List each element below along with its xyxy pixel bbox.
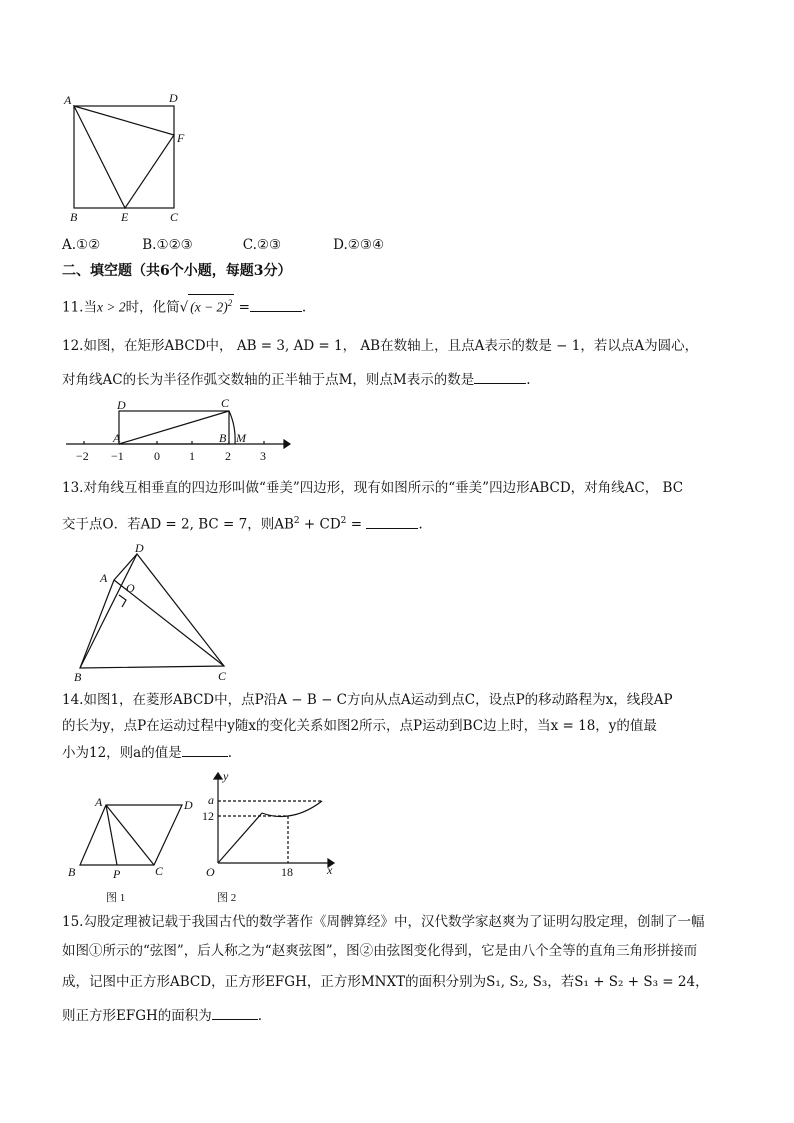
tick-label-3: 3 (260, 449, 266, 463)
q13-answer-blank[interactable] (366, 514, 418, 529)
q13-sq: 2 (293, 516, 300, 526)
q13-figure (62, 540, 242, 685)
q14-figure2 (200, 770, 340, 907)
tick-label-1: 1 (189, 449, 195, 463)
label-C: C (221, 396, 230, 410)
arc-cm (229, 411, 235, 444)
axis-arrow-icon (284, 440, 290, 448)
question-11 (62, 294, 306, 318)
label-D: D (169, 91, 178, 105)
rhombus-abcd (80, 805, 182, 865)
choice-d[interactable]: D.②③④ (333, 237, 385, 253)
section-2-heading: 二、填空题（共6个小题，每题3分） (62, 263, 292, 279)
tick-label-neg2: −2 (76, 449, 89, 463)
label-A: A (113, 431, 121, 445)
tick-label-0: 0 (154, 449, 160, 463)
q13-line2-row (62, 511, 423, 535)
q12-line2-row (62, 369, 531, 390)
q14-line2: 的长为y，点P在运动过程中y随x的变化关系如图2所示，点P运动到BC边上时，当x = 18，y的值最 (62, 718, 657, 734)
q13-sq2: 2 (340, 516, 347, 526)
segment-ap (106, 805, 117, 865)
tick-label-2: 2 (225, 449, 231, 463)
q15-line2: 如图①所示的“弦图”，后人称之为“赵爽弦图”，图②由弦图变化得到，它是由八个全等的直角三角形拼接而 (62, 943, 698, 959)
q11-condition: x > 2 (96, 299, 126, 315)
q12-end: . (526, 372, 531, 388)
q15-end: . (257, 1008, 263, 1024)
q11-mid: 时，化简 (125, 299, 180, 316)
axis-label-x: x (327, 863, 333, 877)
q14-line1: 14.如图1，在菱形ABCD中，点P沿A − B − C方向从点A运动到点C，设点P的移动路程为x，线段AP (62, 692, 673, 708)
label-D: D (135, 541, 144, 555)
label-O: O (206, 865, 215, 879)
label-B: B (74, 670, 82, 684)
label-E: E (121, 210, 129, 224)
label-M: M (236, 431, 246, 445)
q11-radicand: (x − 2) (190, 299, 228, 315)
q15-line4: 则正方形EFGH的面积为 (62, 1008, 212, 1024)
q15-line4-row (62, 1005, 262, 1026)
q13-eq: = (346, 516, 367, 533)
diagonal-bd (80, 554, 137, 668)
label-B: B (68, 865, 76, 879)
label-C: C (170, 210, 179, 224)
q12-line2: 对角线AC的长为半径作弧交数轴的正半轴于点M，则点M表示的数是 (62, 372, 475, 388)
choice-b[interactable]: B.①②③ (142, 237, 193, 253)
q14-line3-row (62, 742, 232, 763)
q11-prefix: 11.当 (62, 299, 97, 316)
q12-answer-blank[interactable] (474, 369, 526, 384)
q14-line3: 小为12，则a的值是 (62, 745, 182, 761)
label-A: A (100, 571, 108, 585)
q13-line2-a: 交于点O．若AD = 2, BC = 7，则AB (62, 516, 294, 533)
q11-eq: = (238, 299, 250, 316)
label-B: B (70, 210, 78, 224)
segment-ac (106, 805, 154, 865)
q15-line1: 15.勾股定理被记载于我国古代的数学著作《周髀算经》中，汉代数学家赵爽为了证明勾股定理，创制了一幅 (62, 914, 705, 930)
q11-exponent: 2 (227, 298, 233, 308)
label-O: O (126, 581, 135, 595)
label-C: C (155, 864, 164, 878)
choice-c[interactable]: C.②③ (242, 237, 282, 253)
right-angle-mark (119, 595, 126, 607)
tick-label-neg1: −1 (111, 449, 124, 463)
label-12: 12 (202, 809, 214, 823)
label-A: A (64, 93, 72, 107)
label-F: F (177, 131, 185, 145)
graph-curve-min (262, 801, 322, 817)
label-A: A (95, 795, 103, 809)
label-D: D (184, 798, 193, 812)
q10-choices (62, 235, 426, 255)
q15-answer-blank[interactable] (212, 1005, 258, 1020)
q12-line1: 12.如图，在矩形ABCD中， AB = 3, AD = 1， AB在数轴上，且点A表示的数是 − 1，若以点A为圆心， (62, 338, 699, 354)
q14-figure1 (62, 795, 202, 907)
label-a: a (208, 793, 214, 807)
q13-plus: + CD (299, 516, 341, 533)
label-D: D (117, 398, 126, 412)
sqrt-icon: √ (179, 299, 189, 316)
q11-answer-blank[interactable] (250, 297, 302, 312)
label-P: P (113, 867, 121, 881)
y-axis-arrow-icon (214, 773, 222, 779)
figure1-caption: 图 1 (106, 892, 126, 904)
figure2-caption: 图 2 (217, 892, 237, 904)
triangle-aef (74, 106, 174, 208)
graph-curve (218, 813, 262, 863)
label-C: C (218, 669, 227, 683)
q14-answer-blank[interactable] (182, 742, 228, 757)
q12-figure (62, 394, 294, 466)
q15-line3: 成，记图中正方形ABCD，正方形EFGH，正方形MNXT的面积分别为S₁, S₂, S₃，若S₁ + S₂ + S₃ = 24， (62, 974, 709, 990)
diagonal-ac (119, 411, 229, 444)
q13-line1: 13.对角线互相垂直的四边形叫做“垂美”四边形，现有如图所示的“垂美”四边形ABCD，对角线AC， BC (62, 480, 684, 496)
label-18: 18 (281, 865, 293, 879)
q13-end: . (418, 516, 423, 533)
q11-end: . (301, 299, 307, 316)
q14-end: . (227, 745, 233, 761)
choice-a[interactable]: A.①② (62, 237, 101, 253)
q10-figure (62, 90, 197, 225)
axis-label-y: y (223, 770, 229, 783)
label-B: B (219, 431, 227, 445)
